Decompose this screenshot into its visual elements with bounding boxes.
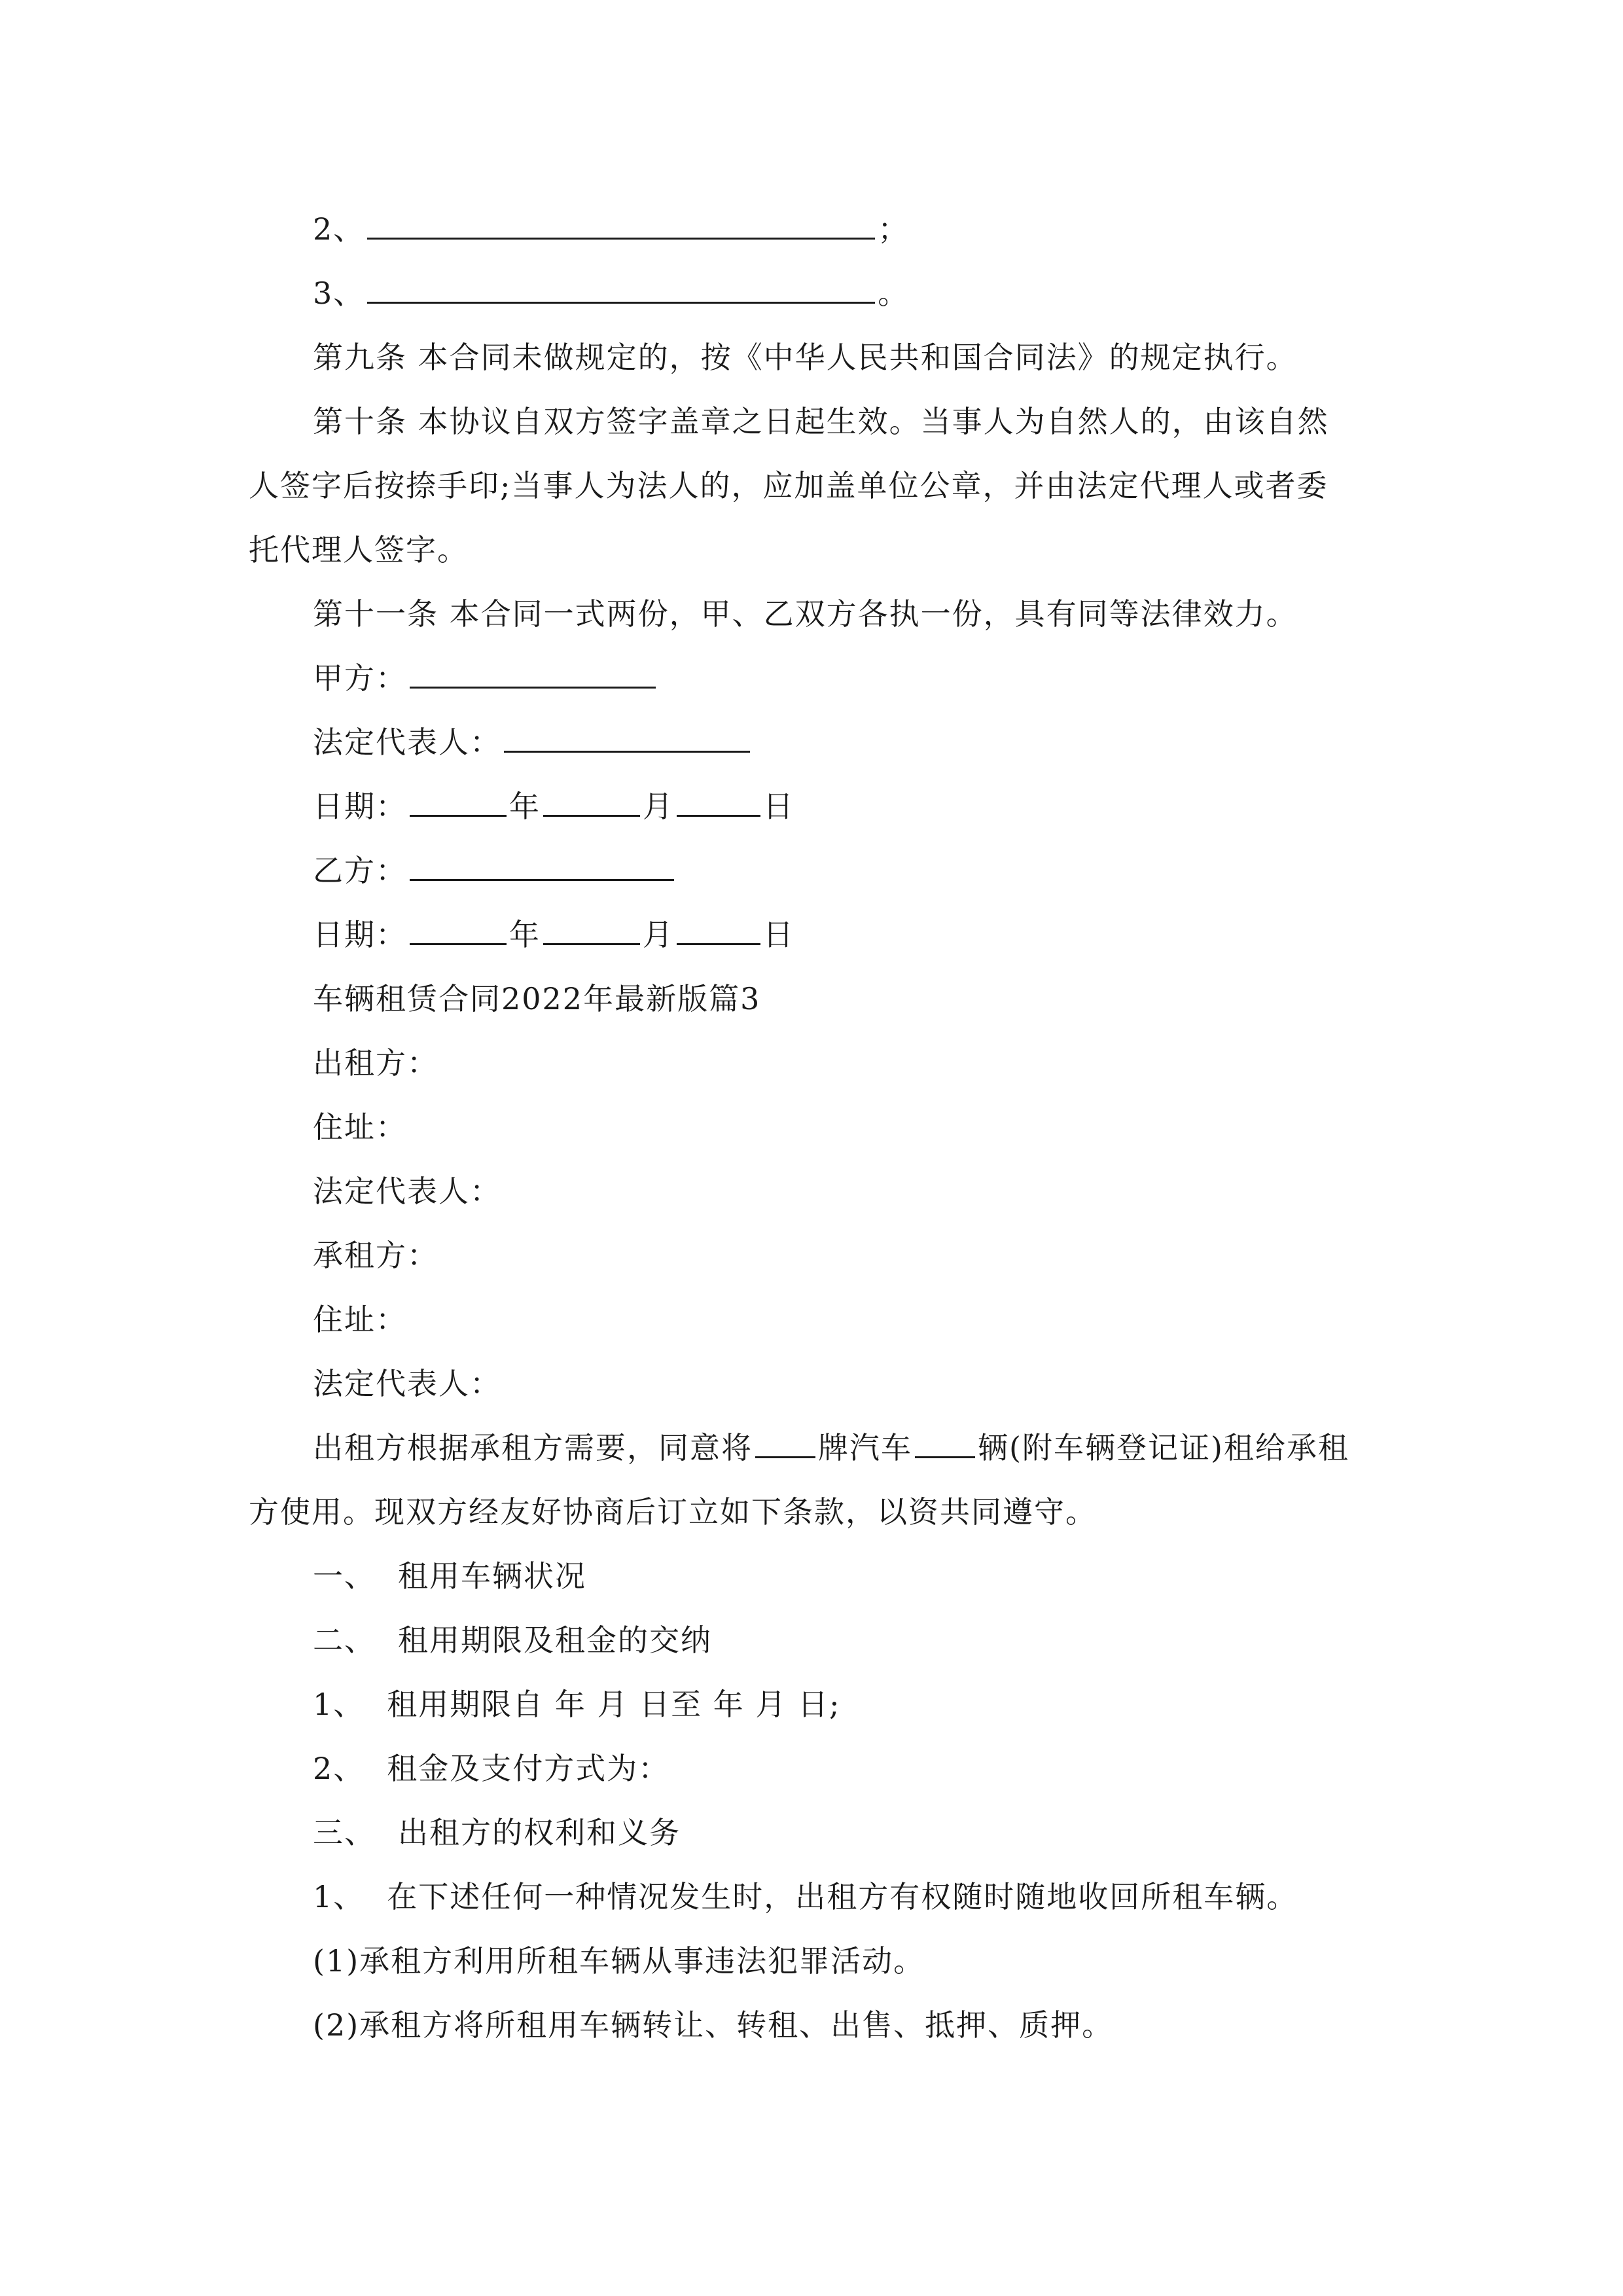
date-label: 日期： [313, 789, 407, 824]
item-number: 1、 [313, 1879, 365, 1914]
heading-text: 租用车辆状况 [398, 1558, 586, 1594]
heading-2 [313, 1621, 712, 1660]
item-number: 2、 [313, 1751, 365, 1786]
intro-line-2: 方使用。现双方经友好协商后订立如下条款，以资共同遵守。 [249, 1494, 1097, 1530]
clause-line-3 [313, 274, 909, 313]
heading-number: 三、 [313, 1815, 376, 1850]
item-text: 租金及支付方式为： [387, 1751, 670, 1786]
day-blank[interactable] [677, 787, 760, 817]
article-9: 第九条 本合同未做规定的，按《中华人民共和国合同法》的规定执行。 [313, 340, 1298, 375]
lessor-label: 出租方： [313, 1045, 438, 1081]
clause-end: ； [878, 211, 910, 247]
year-label: 年 [509, 917, 541, 952]
fill-blank[interactable] [367, 274, 875, 304]
article-10-line-1: 第十条 本协议自双方签字盖章之日起生效。当事人为自然人的，由该自然 [313, 404, 1329, 439]
lessee-address: 住址： [313, 1302, 407, 1337]
year-blank[interactable] [410, 916, 507, 945]
date-label: 日期： [313, 917, 407, 952]
section-title: 车辆租赁合同2022年最新版篇3 [313, 981, 761, 1016]
article-10-line-2: 人签字后按捺手印;当事人为法人的，应加盖单位公章，并由法定代理人或者委 [249, 468, 1329, 503]
lessor-address: 住址： [313, 1109, 407, 1145]
article-10-line-3: 托代理人签字。 [249, 532, 469, 567]
heading-text: 出租方的权利和义务 [398, 1815, 681, 1850]
lessee-legal-rep: 法定代表人： [313, 1366, 501, 1401]
month-label: 月 [643, 917, 674, 952]
item-rental-period [313, 1685, 841, 1724]
date-line-2 [313, 915, 794, 954]
fill-blank[interactable] [367, 210, 875, 240]
sub-item-1: (1)承租方利用所租车辆从事违法犯罪活动。 [313, 1943, 925, 1979]
count-blank[interactable] [915, 1429, 975, 1458]
intro-line-1 [313, 1428, 1349, 1467]
month-blank[interactable] [543, 916, 640, 945]
heading-text: 租用期限及租金的交纳 [398, 1623, 712, 1658]
item-number: 1、 [313, 1687, 365, 1722]
day-label: 日 [763, 917, 794, 952]
day-blank[interactable] [677, 916, 760, 945]
party-a-blank[interactable] [410, 659, 656, 689]
intro-text: 辆(附车辆登记证)租给承租 [978, 1430, 1349, 1465]
heading-number: 二、 [313, 1623, 376, 1658]
item-text: 租用期限自 年 月 日至 年 月 日; [387, 1687, 841, 1722]
heading-number: 一、 [313, 1558, 376, 1594]
lessor-legal-rep: 法定代表人： [313, 1174, 501, 1209]
party-a-signature [313, 658, 658, 698]
intro-text: 出租方根据承租方需要，同意将 [313, 1430, 753, 1465]
sub-item-2: (2)承租方将所租用车辆转让、转租、出售、抵押、质押。 [313, 2007, 1114, 2043]
item-payment [313, 1749, 669, 1788]
heading-1 [313, 1556, 586, 1596]
legal-rep-signature [313, 723, 753, 762]
clause-end: 。 [878, 276, 910, 311]
item-text: 在下述任何一种情况发生时，出租方有权随时随地收回所租车辆。 [387, 1879, 1298, 1914]
heading-3 [313, 1813, 681, 1852]
party-a-label: 甲方： [313, 660, 407, 696]
clause-line-2 [313, 209, 909, 249]
item-recall [313, 1877, 1298, 1916]
clause-number: 3、 [313, 276, 365, 311]
brand-blank[interactable] [755, 1429, 815, 1458]
year-label: 年 [509, 789, 541, 824]
intro-text: 牌汽车 [818, 1430, 912, 1465]
day-label: 日 [763, 789, 794, 824]
month-blank[interactable] [543, 787, 640, 817]
lessee-label: 承租方： [313, 1238, 438, 1273]
legal-rep-blank[interactable] [504, 723, 750, 753]
clause-number: 2、 [313, 211, 365, 247]
party-b-signature [313, 851, 677, 890]
article-11: 第十一条 本合同一式两份，甲、乙双方各执一份，具有同等法律效力。 [313, 596, 1298, 632]
party-b-blank[interactable] [410, 852, 674, 881]
party-b-label: 乙方： [313, 853, 407, 888]
year-blank[interactable] [410, 787, 507, 817]
legal-rep-label: 法定代表人： [313, 725, 501, 760]
month-label: 月 [643, 789, 674, 824]
date-line-1 [313, 787, 794, 826]
